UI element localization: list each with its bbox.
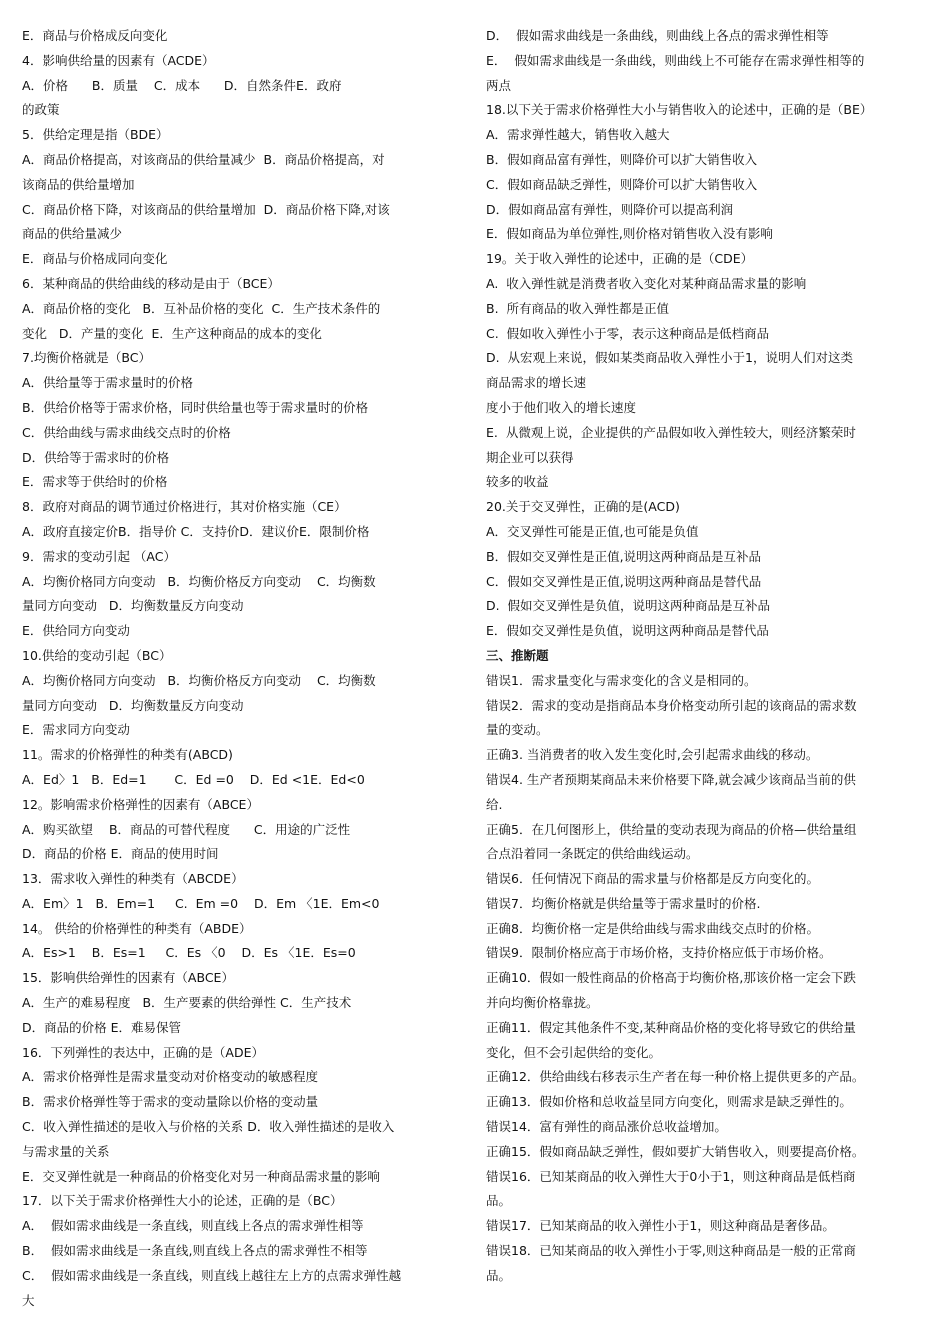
right-line-51: 品。 xyxy=(486,1267,512,1283)
left-line-36: A．Em〉1 B．Em=1 C. Em =0 D．Em 〈1E．Em<0 xyxy=(22,895,380,911)
left-line-16: B．供给价格等于需求价格，同时供给量也等于需求量时的价格 xyxy=(22,399,369,415)
left-column xyxy=(22,24,464,1344)
left-line-48: 17．以下关于需求价格弹性大小的论述，正确的是（BC） xyxy=(22,1193,343,1209)
right-line-45: 错误14．富有弹性的商品涨价总收益增加。 xyxy=(486,1119,727,1135)
left-line-46: 与需求量的关系 xyxy=(22,1143,110,1159)
right-line-27: 错误1．需求量变化与需求变化的含义是相同的。 xyxy=(486,672,757,688)
left-line-42: 16．下列弹性的表达中，正确的是（ADE） xyxy=(22,1044,264,1060)
right-line-50: 错误18．已知某商品的收入弹性小于零,则这种商品是一般的正常商 xyxy=(486,1243,856,1259)
right-line-32: 给. xyxy=(486,796,503,812)
left-line-25: E．供给同方向变动 xyxy=(22,623,130,639)
left-line-32: 12。影响需求价格弹性的因素有（ABCE） xyxy=(22,796,259,812)
left-line-27: A．均衡价格同方向变动 B．均衡价格反方向变动 C．均衡数 xyxy=(22,672,376,688)
right-line-35: 错误6．任何情况下商品的需求量与价格都是反方向变化的。 xyxy=(486,871,819,887)
left-line-31: A．Ed〉1 B．Ed=1 C．Ed =0 D．Ed <1E．Ed<0 xyxy=(22,771,365,787)
right-line-17: E. 从微观上说，企业提供的产品假如收入弹性较大，则经济繁荣时 xyxy=(486,424,856,440)
left-line-12: A．商品价格的变化 B．互补品价格的变化 C．生产技术条件的 xyxy=(22,300,381,316)
left-line-20: 8．政府对商品的调节通过价格进行，其对价格实施（CE） xyxy=(22,499,347,515)
left-line-44: B．需求价格弹性等于需求的变动量除以价格的变动量 xyxy=(22,1094,319,1110)
right-line-3: 两点 xyxy=(486,77,512,93)
right-line-29: 量的变动。 xyxy=(486,722,549,738)
right-line-25: E．假如交叉弹性是负值，说明这两种商品是替代品 xyxy=(486,623,769,639)
right-line-10: 19。关于收入弹性的论述中，正确的是（CDE） xyxy=(486,251,754,267)
left-line-11: 6．某种商品的供给曲线的移动是由于（BCE） xyxy=(22,275,280,291)
right-line-15: 商品需求的增长速 xyxy=(486,375,587,391)
left-line-23: A．均衡价格同方向变动 B．均衡价格反方向变动 C．均衡数 xyxy=(22,573,376,589)
right-line-19: 较多的收益 xyxy=(486,474,549,490)
right-line-33: 正确5．在几何图形上，供给量的变动表现为商品的价格—供给量组 xyxy=(486,821,857,837)
right-line-46: 正确15．假如商品缺乏弹性，假如要扩大销售收入，则要提高价格。 xyxy=(486,1143,865,1159)
right-line-11: A. 收入弹性就是消费者收入变化对某种商品需求量的影响 xyxy=(486,275,807,291)
left-line-24: 量同方向变动 D．均衡数量反方向变动 xyxy=(22,598,244,614)
right-line-1: D． 假如需求曲线是一条曲线，则曲线上各点的需求弹性相等 xyxy=(486,28,829,43)
right-line-24: D. 假如交叉弹性是负值，说明这两种商品是互补品 xyxy=(486,598,771,614)
left-line-13: 变化 D．产量的变化 E．生产这种商品的成本的变化 xyxy=(22,325,322,341)
right-line-43: 正确12．供给曲线右移表示生产者在每一种价格上提供更多的产品。 xyxy=(486,1069,865,1085)
left-line-3: A．价格 B．质量 C．成本 D．自然条件E．政府 xyxy=(22,77,342,93)
left-line-49: A． 假如需求曲线是一条直线，则直线上各点的需求弹性相等 xyxy=(22,1218,364,1234)
left-line-22: 9．需求的变动引起 （AC） xyxy=(22,548,176,564)
left-line-39: 15．影响供给弹性的因素有（ABCE） xyxy=(22,970,234,986)
left-line-18: D．供给等于需求时的价格 xyxy=(22,449,170,465)
right-line-42: 变化，但不会引起供给的变化。 xyxy=(486,1044,662,1060)
right-line-40: 并向均衡价格靠拢。 xyxy=(486,995,599,1011)
left-line-6: A．商品价格提高，对该商品的供给量减少 B．商品价格提高，对 xyxy=(22,151,385,167)
right-line-6: B．假如商品富有弹性，则降价可以扩大销售收入 xyxy=(486,151,758,167)
left-line-33: A．购买欲望 B．商品的可替代程度 C．用途的广泛性 xyxy=(22,821,351,837)
right-line-34: 合点沿着同一条既定的供给曲线运动。 xyxy=(486,846,699,862)
left-line-28: 量同方向变动 D．均衡数量反方向变动 xyxy=(22,697,244,713)
left-line-41: D．商品的价格 E．难易保管 xyxy=(22,1019,181,1035)
right-line-5: A．需求弹性越大，销售收入越大 xyxy=(486,127,670,143)
left-line-37: 14。 供给的价格弹性的种类有（ABDE） xyxy=(22,920,252,936)
right-line-8: D．假如商品富有弹性，则降价可以提高利润 xyxy=(486,201,734,217)
right-line-36: 错误7．均衡价格就是供给量等于需求量时的价格. xyxy=(486,895,761,911)
right-line-4: 18.以下关于需求价格弹性大小与销售收入的论述中，正确的是（BE） xyxy=(486,102,873,118)
right-line-20: 20.关于交叉弹性，正确的是(ACD) xyxy=(486,499,680,515)
left-line-47: E．交叉弹性就是一种商品的价格变化对另一种商品需求量的影响 xyxy=(22,1168,380,1184)
right-line-12: B. 所有商品的收入弹性都是正值 xyxy=(486,300,669,316)
left-line-34: D．商品的价格 E．商品的使用时间 xyxy=(22,846,219,862)
right-line-21: A．交叉弹性可能是正值,也可能是负值 xyxy=(486,523,699,539)
left-line-51: C． 假如需求曲线是一条直线，则直线上越往左上方的点需求弹性越 xyxy=(22,1267,402,1283)
left-line-1: E．商品与价格成反向变化 xyxy=(22,28,168,43)
left-line-26: 10.供给的变动引起（BC） xyxy=(22,647,172,663)
right-line-13: C. 假如收入弹性小于零，表示这种商品是低档商品 xyxy=(486,325,770,341)
left-line-9: 商品的供给量减少 xyxy=(22,226,123,242)
left-line-21: A．政府直接定价B．指导价 C．支持价D．建议价E．限制价格 xyxy=(22,523,370,539)
left-line-38: A．Es>1 B．Es=1 C．Es 〈0 D．Es 〈1E．Es=0 xyxy=(22,945,356,961)
right-line-22: B．假如交叉弹性是正值,说明这两种商品是互补品 xyxy=(486,548,762,564)
right-line-7: C．假如商品缺乏弹性，则降价可以扩大销售收入 xyxy=(486,176,758,192)
left-line-43: A．需求价格弹性是需求量变动对价格变动的敏感程度 xyxy=(22,1069,319,1085)
right-line-16: 度小于他们收入的增长速度 xyxy=(486,399,637,415)
right-line-44: 正确13．假如价格和总收益呈同方向变化，则需求是缺乏弹性的。 xyxy=(486,1094,852,1110)
left-line-14: 7.均衡价格就是（BC） xyxy=(22,350,152,366)
right-line-26: 三、推断题 xyxy=(486,647,549,663)
right-line-30: 正确3. 当消费者的收入发生变化时,会引起需求曲线的移动。 xyxy=(486,747,819,763)
right-line-37: 正确8．均衡价格一定是供给曲线与需求曲线交点时的价格。 xyxy=(486,920,819,936)
left-line-29: E．需求同方向变动 xyxy=(22,722,130,738)
left-line-45: C．收入弹性描述的是收入与价格的关系 D．收入弹性描述的是收入 xyxy=(22,1119,395,1135)
right-line-39: 正确10．假如一般性商品的价格高于均衡价格,那该价格一定会下跌 xyxy=(486,970,856,986)
right-column xyxy=(486,24,928,1344)
right-line-31: 错误4. 生产者预期某商品未来价格要下降,就会减少该商品当前的供 xyxy=(486,771,856,787)
left-line-19: E．需求等于供给时的价格 xyxy=(22,474,168,490)
right-line-23: C．假如交叉弹性是正值,说明这两种商品是替代品 xyxy=(486,573,762,589)
left-line-40: A．生产的难易程度 B．生产要素的供给弹性 C．生产技术 xyxy=(22,995,352,1011)
right-line-48: 品。 xyxy=(486,1193,512,1209)
left-line-52: 大 xyxy=(22,1292,35,1308)
right-line-14: D. 从宏观上来说，假如某类商品收入弹性小于1，说明人们对这类 xyxy=(486,350,853,366)
right-line-28: 错误2．需求的变动是指商品本身价格变动所引起的该商品的需求数 xyxy=(486,697,857,713)
right-line-38: 错误9．限制价格应高于市场价格，支持价格应低于市场价格。 xyxy=(486,945,832,961)
right-line-18: 期企业可以获得 xyxy=(486,449,574,465)
left-line-50: B． 假如需求曲线是一条直线,则直线上各点的需求弹性不相等 xyxy=(22,1243,368,1259)
left-line-10: E．商品与价格成同向变化 xyxy=(22,251,168,267)
left-line-8: C．商品价格下降，对该商品的供给量增加 D．商品价格下降,对该 xyxy=(22,201,390,217)
right-line-47: 错误16．已知某商品的收入弹性大于0小于1，则这种商品是低档商 xyxy=(486,1168,856,1184)
right-line-49: 错误17．已知某商品的收入弹性小于1，则这种商品是奢侈品。 xyxy=(486,1218,835,1234)
left-line-4: 的政策 xyxy=(22,102,60,118)
left-line-5: 5．供给定理是指（BDE） xyxy=(22,127,169,143)
left-line-17: C．供给曲线与需求曲线交点时的价格 xyxy=(22,424,231,440)
left-line-7: 该商品的供给量增加 xyxy=(22,176,135,192)
left-line-35: 13．需求收入弹性的种类有（ABCDE） xyxy=(22,871,244,887)
right-line-9: E．假如商品为单位弹性,则价格对销售收入没有影响 xyxy=(486,226,773,242)
left-line-15: A．供给量等于需求量时的价格 xyxy=(22,375,194,391)
left-line-30: 11。需求的价格弹性的种类有(ABCD) xyxy=(22,747,233,763)
left-line-2: 4．影响供给量的因素有（ACDE） xyxy=(22,52,215,68)
right-line-2: E． 假如需求曲线是一条曲线，则曲线上不可能存在需求弹性相等的 xyxy=(486,52,865,68)
right-line-41: 正确11．假定其他条件不变,某种商品价格的变化将导致它的供给量 xyxy=(486,1019,856,1035)
